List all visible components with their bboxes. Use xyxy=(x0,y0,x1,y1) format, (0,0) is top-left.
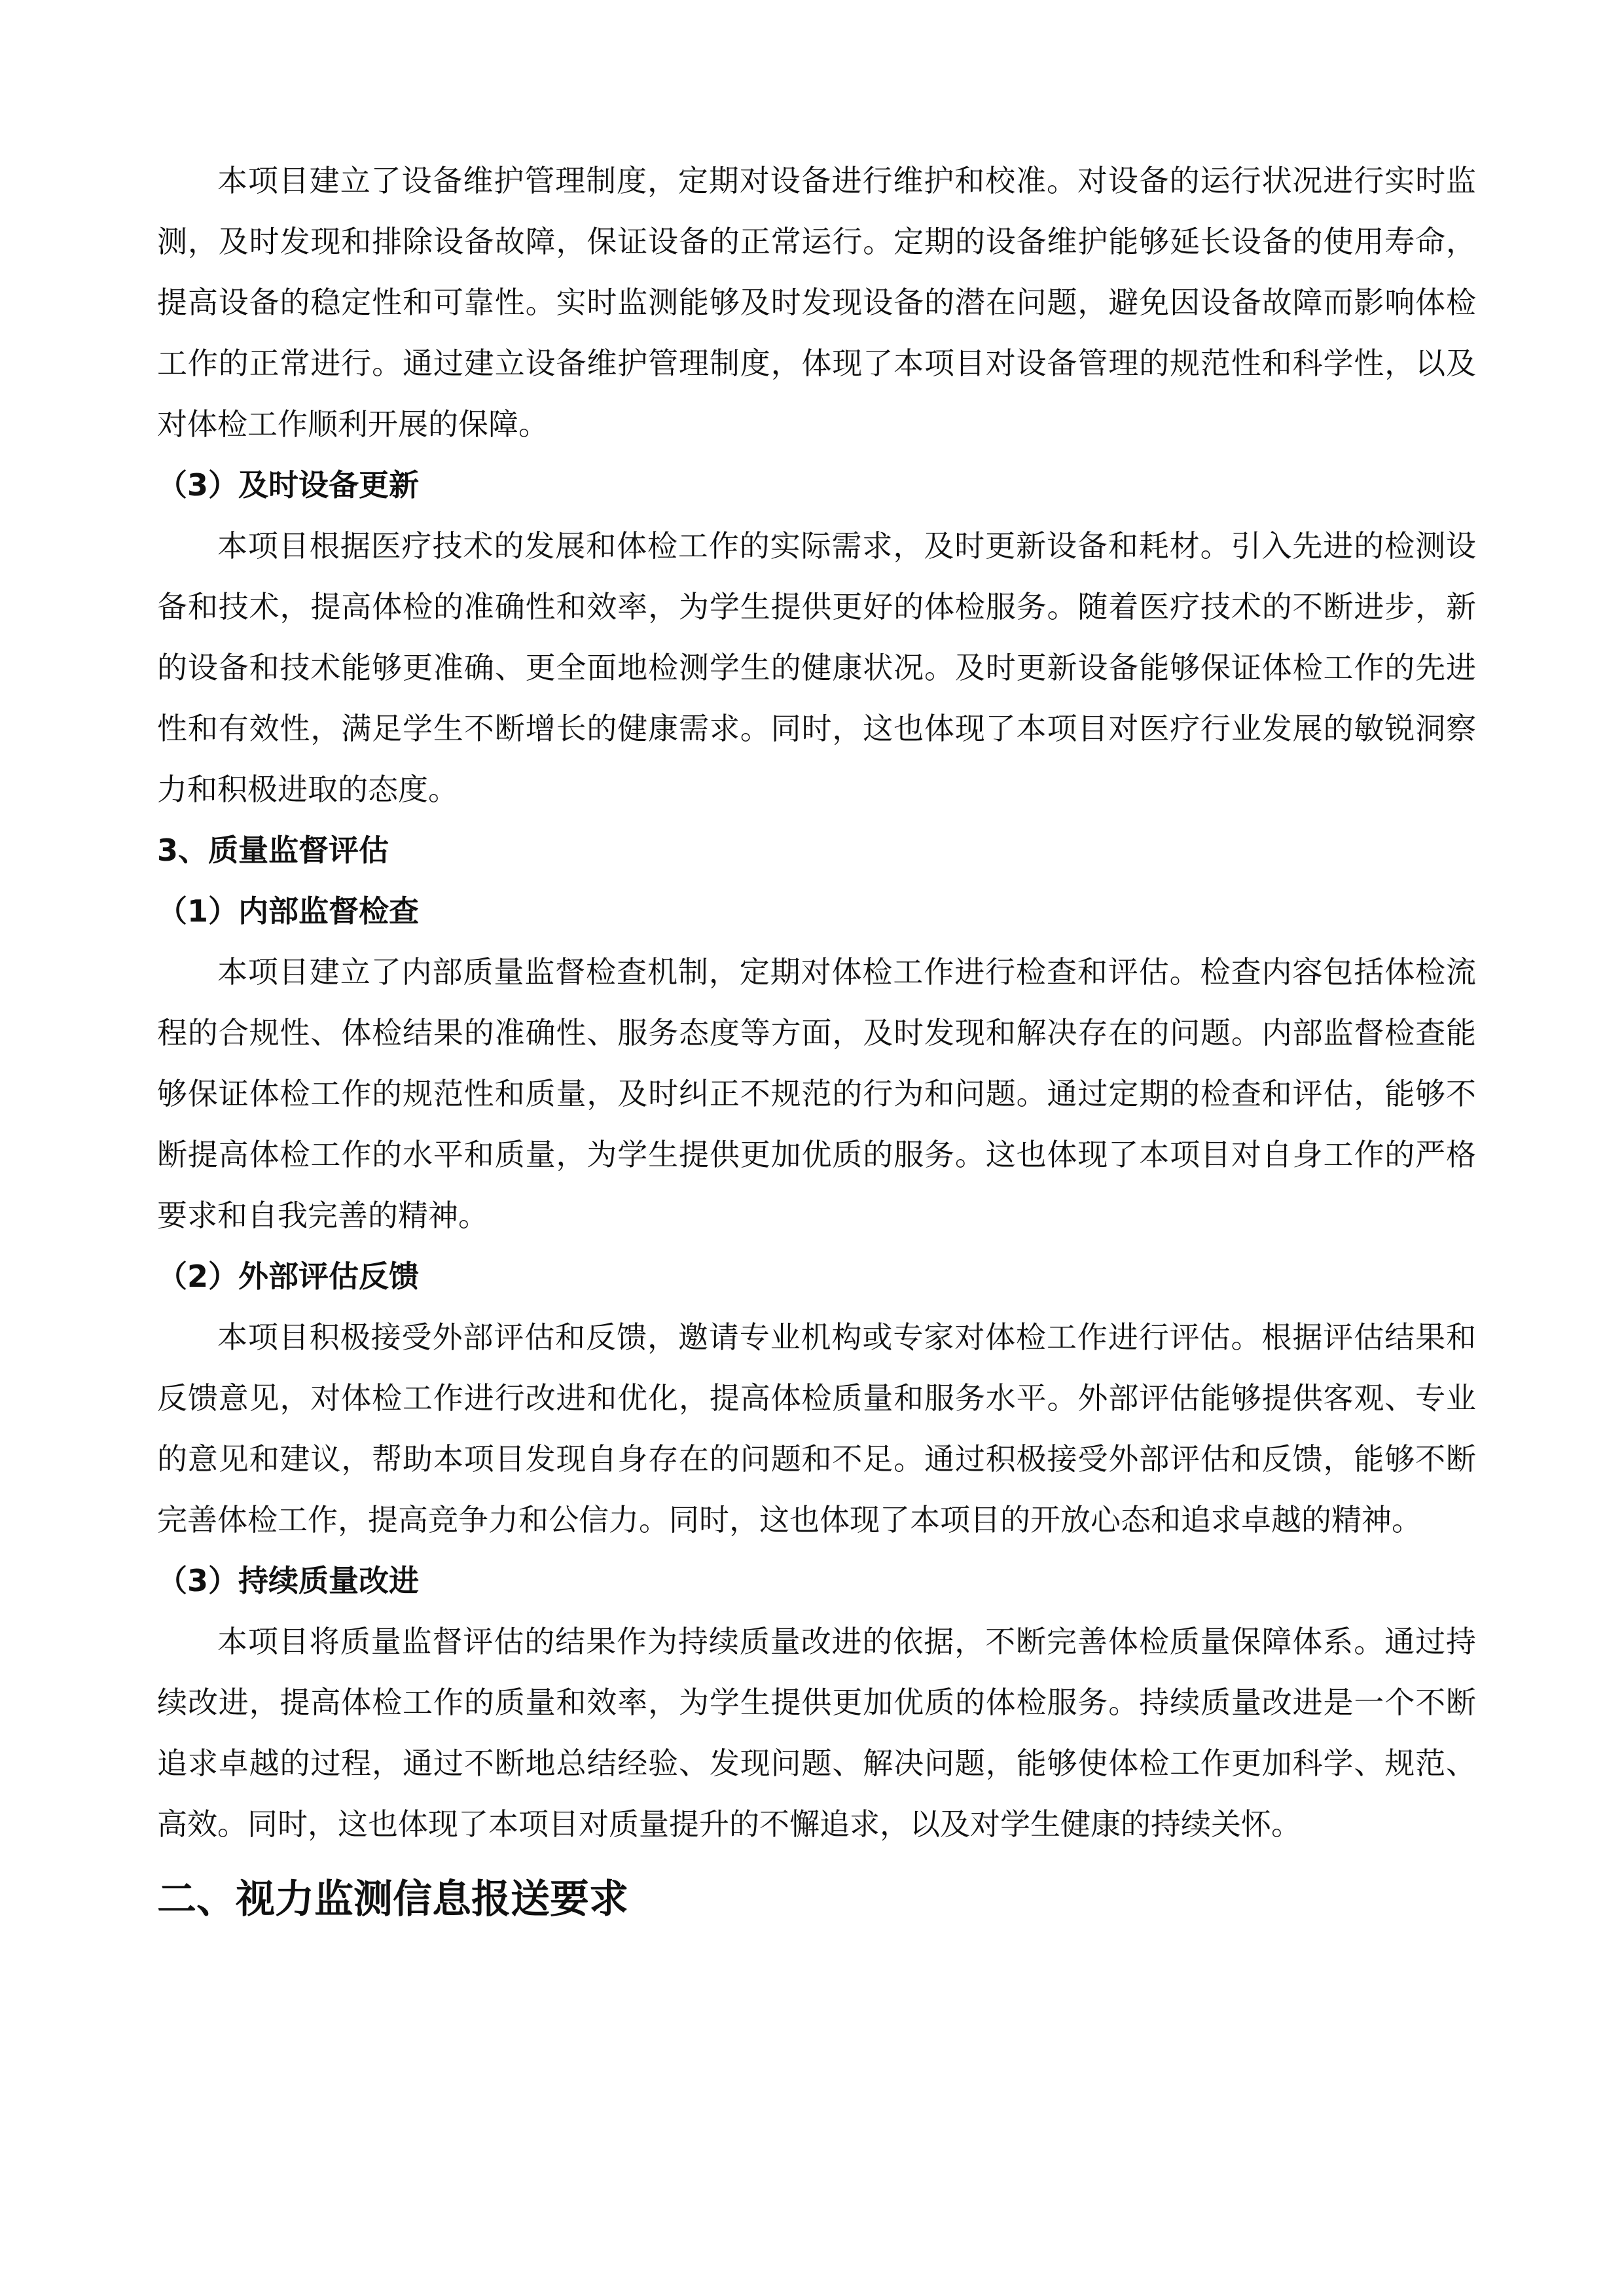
subheading-equipment-update: （3）及时设备更新 xyxy=(157,467,420,503)
section-heading-quality-supervision: 3、质量监督评估 xyxy=(157,833,389,868)
subheading-internal-inspection: （1）内部监督检查 xyxy=(157,893,420,929)
paragraph-equipment-update: 本项目根据医疗技术的发展和体检工作的实际需求，及时更新设备和耗材。引入先进的检测设备和技术，提高体检的准确性和效率，为学生提供更好的体检服务。随着医疗技术的不断进步，新的设备和技术能够更准确、更全面地检测学生的健康状况。及时更新设备能够保证体检工作的先进性和有效性，满足学生不断增长的健康需求。同时，这也体现了本项目对医疗行业发展的敏锐洞察力和积极进取的态度。 xyxy=(157,528,1476,807)
subheading-external-feedback: （2）外部评估反馈 xyxy=(157,1259,420,1294)
document-page xyxy=(157,151,1476,1932)
paragraph-continuous-improvement: 本项目将质量监督评估的结果作为持续质量改进的依据，不断完善体检质量保障体系。通过持续改进，提高体检工作的质量和效率，为学生提供更加优质的体检服务。持续质量改进是一个不断追求卓越的过程，通过不断地总结经验、发现问题、解决问题，能够使体检工作更加科学、规范、高效。同时，这也体现了本项目对质量提升的不懈追求，以及对学生健康的持续关怀。 xyxy=(157,1624,1476,1842)
chapter-heading-vision-report: 二、视力监测信息报送要求 xyxy=(157,1876,628,1922)
paragraph-external-feedback: 本项目积极接受外部评估和反馈，邀请专业机构或专家对体检工作进行评估。根据评估结果和反馈意见，对体检工作进行改进和优化，提高体检质量和服务水平。外部评估能够提供客观、专业的意见和建议，帮助本项目发现自身存在的问题和不足。通过积极接受外部评估和反馈，能够不断完善体检工作，提高竞争力和公信力。同时，这也体现了本项目的开放心态和追求卓越的精神。 xyxy=(157,1319,1476,1537)
subheading-continuous-improvement: （3）持续质量改进 xyxy=(157,1563,420,1598)
paragraph-internal-inspection: 本项目建立了内部质量监督检查机制，定期对体检工作进行检查和评估。检查内容包括体检流程的合规性、体检结果的准确性、服务态度等方面，及时发现和解决存在的问题。内部监督检查能够保证体检工作的规范性和质量，及时纠正不规范的行为和问题。通过定期的检查和评估，能够不断提高体检工作的水平和质量，为学生提供更加优质的服务。这也体现了本项目对自身工作的严格要求和自我完善的精神。 xyxy=(157,954,1476,1233)
paragraph-equipment-maintenance: 本项目建立了设备维护管理制度，定期对设备进行维护和校准。对设备的运行状况进行实时监测，及时发现和排除设备故障，保证设备的正常运行。定期的设备维护能够延长设备的使用寿命，提高设备的稳定性和可靠性。实时监测能够及时发现设备的潜在问题，避免因设备故障而影响体检工作的正常进行。通过建立设备维护管理制度，体现了本项目对设备管理的规范性和科学性，以及对体检工作顺利开展的保障。 xyxy=(157,163,1476,442)
